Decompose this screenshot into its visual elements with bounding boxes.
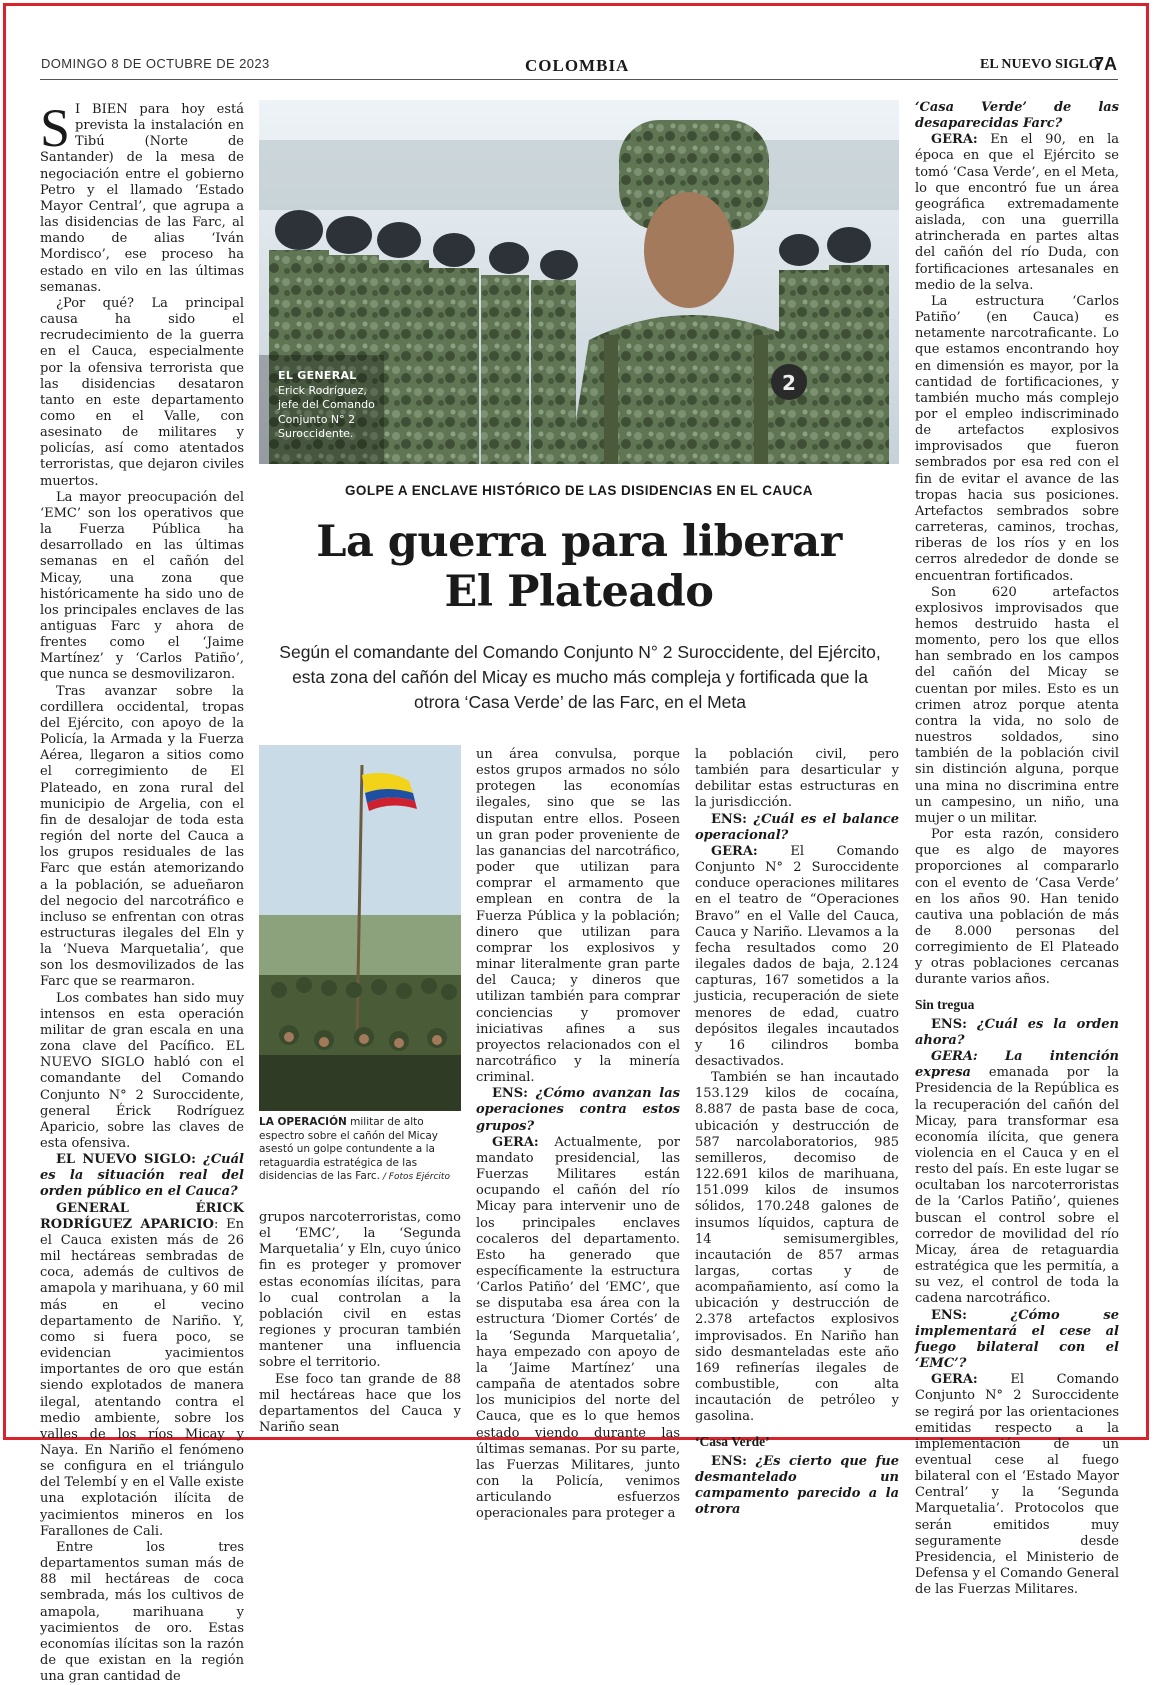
headline-line-1: La guerra para liberar [316,517,842,567]
answer [915,1049,1119,1308]
answer-text: En el 90, en la época en que el Ejército se tomó ‘Casa Verde’, en el Meta, lo que encontró fue un área geográfica extremadamente aislada, con una guerrilla atrincherada en partes altas del cañón del río Duda, con fortificaciones artesanales en medio de la selva. [915,132,1119,293]
caption-text: militar de alto espectro sobre el cañón del Micay asestó un golpe contundente a la retaguardia estratégica de las disidencias de las Farc. [259,1116,439,1182]
answer [915,132,1119,294]
answer-emphasis: La intención expresa [915,1049,1119,1081]
answer [695,844,899,1070]
answer-label: GERA: [931,1372,978,1388]
question-text: ¿Cuál es la situación real del orden público en el Cauca? [40,1152,244,1200]
question-text: ¿Es cierto que fue desmantelado un campamento parecido a la otrora [695,1453,899,1518]
paragraph: Los combates han sido muy intensos en esta operación militar de gran escala en una zona clave del Pacífico. EL NUEVO SIGLO habló con el comandante del Comando Conjunto N° 2 Suroccidente, general Érick Rodríguez Aparicio, sobre las claves de esta ofensiva. [40,990,244,1151]
paragraph: ¿Por qué? La principal causa ha sido el recrudecimiento de la guerra en el Cauca, especialmente por la ofensiva terrorista que las disidencias desataron tanto en este departamento como en el Valle, con asesinato de militares y policías, así como atentados terroristas, que dejaron civiles muertos. [40,295,244,489]
answer-text: El Comando Conjunto N° 2 Suroccidente conduce operaciones militares en el teatro de “Operaciones Bravo” en el Valle del Cauca, Cauca y Nariño. Llevamos a la fecha resultados como 20 ilegales dados de baja, 2.124 capturas, 167 sometidos a la justicia, recuperación de siete menores de edad, cuatro depósitos ilegales incautados y 16 cilindros bomba desactivados. [695,843,899,1069]
paragraph: la población civil, pero también para desarticular y debilitar estas estructuras en la jurisdicción. [695,747,899,811]
header-rule [40,79,1118,80]
answer-text: emanada por la Presidencia de la República es la recuperación del cañón del Micay, para transformar esa economía ilícita, que genera violencia en el Cauca y en el resto del país. En este lugar se ocultaban los narcoterroristas de la ‘Carlos Patiño’, quienes buscan el control sobre el corredor de movilidad del río Micay, área de retaguardia estratégica que les permitía, a su vez, el control de toda la cadena narcotráfico. [915,1065,1119,1307]
article-deck: Según el comandante del Comando Conjunto N° 2 Suroccidente, del Ejército, esta zona del cañón del Micay es mucho más compleja y fortificada que la otrora ‘Casa Verde’ de las Farc, en el Meta [279,642,881,712]
paragraph: I BIEN para hoy está prevista la instalación en Tibú (Norte de Santander) de la mesa de negociación entre el gobierno Petro y el llamado ‘Estado Mayor Central’, que agrupa a las disidencias de las Farc, al mando de alias ‘Iván Mordisco’, ese proceso ha estado en vilo en las últimas semanas. [40,102,244,295]
paragraph: grupos narcoterroristas, como el ‘EMC’, la ‘Segunda Marquetalia’ y Eln, cuyo único fin es proteger y promover estas economías ilícitas, para lo cual controlan a la población civil en estas regiones y procuran también mantener una influencia sobre el territorio. [259,1210,461,1371]
answer-text: El Comando Conjunto N° 2 Suroccidente se regirá por las orientaciones emitidas respecto a la implementación de un eventual cese al fuego bilateral con el ‘Estado Mayor Central’ y la ‘Segunda Marquetalia’. Protocolos que serán emitidos muy seguramente desde Presidencia, el Ministerio de Defensa y el Comando General de las Fuerzas Militares. [915,1372,1119,1598]
caption-title: EL GENERAL [278,369,357,382]
question-label: ENS: [711,1453,756,1469]
subheading: ‘Casa Verde’ [695,1433,770,1449]
article-column-1 [40,98,244,1685]
paragraph: un área convulsa, porque estos grupos armados no sólo protegen las economías ilegales, sino que se las disputan entre ellos. Poseen un gran poder proveniente de las ganancias del narcotráfico, poder que utilizan para comprar el armamento que emplean en contra de la Fuerza Pública y la población; dinero que utilizan para comprar los explosivos y minar literalmente gran parte del Cauca; y dineros que utilizan también para comprar conciencias y promover iniciativas afines a sus proyectos relacionados con el narcotráfico y la minería criminal. [476,747,680,1086]
question-label: ENS: [711,811,754,827]
question-text: ¿Cuál es la orden ahora? [915,1016,1119,1048]
answer-label: GERA: [931,1049,978,1065]
article-column-4 [695,747,899,1518]
question [915,1308,1119,1373]
question [915,1017,1119,1049]
caption-text: Erick Rodríguez, jefe del Comando Conjunto N° 2 Suroccidente. [278,383,375,440]
question-text: ¿Cómo se implementará el cese al fuego bilateral con el ‘EMC’? [915,1307,1119,1372]
question [695,812,899,844]
page-number: 7A [1094,54,1118,74]
question-label: ENS: [492,1086,536,1102]
answer-label: GERA: [711,843,758,859]
operation-photo [259,745,461,1111]
question-label: ENS: [931,1307,1011,1323]
newspaper-name: EL NUEVO SIGLO [980,57,1100,72]
issue-date: DOMINGO 8 DE OCTUBRE DE 2023 [41,56,270,71]
answer-text: : En el Cauca existen más de 26 mil hectáreas sembradas de coca, además de cultivos de amapola y marihuana, y 60 mil más en el vecino departamento de Nariño. Y, como si fuera poco, se evidencian yacimientos importantes de oro que están siendo explotados de manera ilegal, atentando contra el medio ambiente, sobre los valles de los ríos Micay y Naya. En Nariño el fenómeno se configura en el triángulo del Telembí y en el Valle existe una explotación ilícita de yacimientos mineros en los Farallones de Cali. [40,1216,244,1539]
question [695,1454,899,1519]
article-headline [259,517,899,617]
section-name: COLOMBIA [525,56,630,75]
paragraph: Ese foco tan grande de 88 mil hectáreas hace que los departamentos del Cauca y Nariño sean [259,1371,461,1436]
operation-photo-caption [259,1116,461,1185]
svg-text:2: 2 [782,371,796,395]
caption-title: LA OPERACIÓN [259,1116,347,1128]
question-text: ‘Casa Verde’ de las desaparecidas Farc? [915,100,1119,132]
answer-text: Actualmente, por mandato presidencial, las Fuerzas Militares están ocupando el cañón del río Micay para intervenir uno de los principales enclaves cocaleros del departamento. Esto ha generado que específicamente la estructura ‘Carlos Patiño’ del ‘EMC’, que se disputaba esa área con la estructura ‘Diomer Cortés’ de la ‘Segunda Marquetalia’, haya empezado con apoyo de la ‘Jaime Martínez’ una campaña de atentados sobre los municipios del norte del Cauca, que es lo que hemos estado viendo durante las últimas semanas. Por su parte, las Fuerzas Militares, junto con la Policía, venimos articulando esfuerzos operacionales para proteger a [476,1134,680,1522]
subheading: Sin tregua [915,996,975,1012]
photo-credit: / Fotos Ejército [380,1172,450,1182]
paragraph: Son 620 artefactos explosivos improvisados que hemos destruido hasta el momento, pero los que ellos han sembrado en los campos del cañón del Micay se cuentan por miles. Esto es un crimen atroz porque atenta contra la vida, no solo de nuestros soldados, sino también de la población civil sin distinción alguna, porque una mina no discrimina entre un campesino, un niño, una mujer o un militar. [915,584,1119,826]
headline-line-2: El Plateado [444,567,714,617]
question-text: ¿Cuál es el balance operacional? [695,811,899,843]
answer-label: GERA: [931,132,978,148]
paragraph: La mayor preocupación del ‘EMC’ son los operativos que la Fuerza Pública ha desarrollado en las últimas semanas en el cañón del Micay, una zona que históricamente ha sido uno de los principales enclaves de las antiguas Farc y ahora de frentes como el ‘Jaime Martínez’ y ‘Carlos Patiño’, que nunca se desmovilizaron. [40,489,244,683]
paragraph: La estructura ‘Carlos Patiño’ (en Cauca) es netamente narcotraficante. Lo que estamos encontrando hoy en dimensión es mayor, por la cantidad de fortificaciones, y también mucho más complejo por el empleo indiscriminado de artefactos explosivos improvisados que fueron sembrados por esa red con el fin de evitar el avance de las tropas hacia sus posiciones. Artefactos sembrados sobre carreteras, caminos, trochas, riberas de los ríos y en los cerros alrededor de donde se encuentran fortificados. [915,293,1119,584]
article-column-5 [915,100,1119,1598]
article-kicker: GOLPE A ENCLAVE HISTÓRICO DE LAS DISIDENCIAS EN EL CAUCA [345,483,813,498]
question-label: EL NUEVO SIGLO: [56,1152,204,1168]
paragraph: Por esta razón, considero que es algo de mayores proporciones al compararlo con el evento de ‘Casa Verde’ en los años 90. Han tenido cautiva una población de más de 8.000 personas del corregimiento de El Plateado y otras poblaciones cercanas durante varios años. [915,827,1119,988]
main-photo-caption [278,369,378,442]
article-column-3 [476,747,680,1522]
question-text: ¿Cómo avanzan las operaciones contra estos grupos? [476,1086,680,1134]
answer-label: GENERAL ÉRICK RODRÍGUEZ APARICIO [40,1200,244,1232]
answer [915,1372,1119,1598]
paragraph: También se han incautado 153.129 kilos de cocaína, 8.887 de pasta base de coca, ubicación y destrucción de 587 narcolaboratorios, 985 semilleros, decomiso de 122.691 kilos de marihuana, 151.099 kilos de insumos sólidos, 170.248 galones de insumos líquidos, captura de 14 semisumergibles, incautación de 857 armas largas, cortas y de acompañamiento, así como la ubicación y destrucción de 2.378 artefactos explosivos improvisados. En Nariño han sido desmanteladas este año 169 refinerías ilegales de combustible, con alta incautación de petróleo y gasolina. [695,1070,899,1425]
question [40,1152,244,1200]
answer [476,1135,680,1523]
flag-and-troops-illustration [259,745,461,1111]
answer [40,1201,244,1540]
question-label: ENS: [931,1016,977,1032]
drop-cap: S [40,98,71,158]
article-column-2 [259,1210,461,1436]
answer-label: GERA: [492,1134,539,1150]
paragraph: Tras avanzar sobre la cordillera occidental, tropas del Ejército, con apoyo de la Policía, la Armada y la Fuerza Aérea, llegaron a sitios como el corregimiento de El Plateado, en zona rural del municipio de Argelia, con el fin de desalojar de toda esta región del norte del Cauca a los grupos residuales de las Farc que están atemorizando a la población, se adueñaron del negocio del narcotráfico e incluso se enfrentan con otras estructuras ilegales del Eln y la ‘Nueva Marquetalia’, que son los desmovilizados de las Farc que se rearmaron. [40,683,244,990]
question [476,1086,680,1134]
paragraph: Entre los tres departamentos suman más de 88 mil hectáreas de coca sembrada, más los cultivos de amapola, marihuana y yacimientos de oro. Estas economías ilícitas son la razón de que existan en la región una gran cantidad de [40,1539,244,1685]
